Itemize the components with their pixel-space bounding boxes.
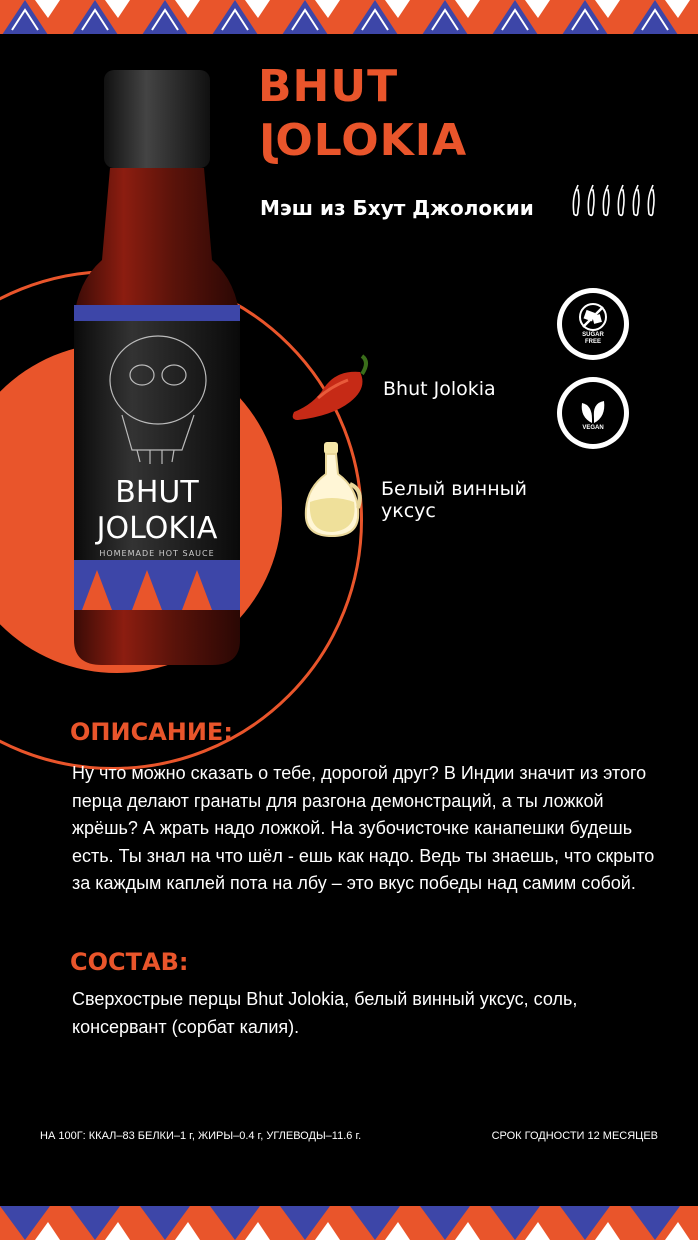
bottle-tagline: HOMEMADE HOT SAUCE: [99, 549, 215, 558]
vinegar-label-line2: уксус: [381, 500, 436, 522]
no-sugar-icon: [576, 302, 610, 332]
vegan-badge: [557, 377, 629, 449]
brand-title-line1: BHUT: [258, 61, 399, 112]
brand-title-flipped-letter: J: [258, 115, 276, 166]
sugar-free-text-line2: FREE: [584, 339, 601, 345]
bottom-pattern-band: [0, 1202, 698, 1240]
product-bottle: [62, 70, 252, 670]
heat-rating: [568, 184, 660, 220]
sugar-free-badge: [557, 288, 629, 360]
sugar-free-text-line1: SUGAR: [582, 332, 604, 338]
pepper-ingredient-label: Bhut Jolokia: [383, 378, 496, 400]
description-text: Ну что можно сказать о тебе, дорогой друг? В Индии значит из этого перца делают гранаты для разгона демонстраций, а ты ложкой жрёшь? А жрать надо ложкой. На зубочисточке канапешки будешь есть. Ты знал на что шёл - ешь как надо. Ведь ты знаешь, что скрыто за каждым каплей пота на лбу – это вкус победы над самим собой.: [72, 763, 655, 893]
product-subtitle: Мэш из Бхут Джолокии: [260, 196, 534, 220]
leaf-icon: [576, 395, 610, 425]
vinegar-ingredient-label: [381, 478, 527, 522]
description-title: ОПИСАНИЕ:: [70, 718, 233, 746]
bottle-brand-line2: JOLOKIA: [96, 511, 218, 546]
composition-text: Сверхострые перцы Bhut Jolokia, белый винный уксус, соль, консервант (сорбат калия).: [72, 989, 578, 1037]
vinegar-label-line1: Белый винный: [381, 478, 527, 500]
shelf-life: СРОК ГОДНОСТИ 12 МЕСЯЦЕВ: [491, 1130, 658, 1142]
brand-title-line2: OLOKIA: [275, 115, 468, 166]
brand-title: [258, 60, 467, 168]
chili-pepper-icons: [568, 184, 660, 220]
nutrition-info: НА 100Г: ККАЛ–83 БЕЛКИ–1 г, ЖИРЫ–0.4 г, УГЛЕВОДЫ–11.6 г.: [40, 1130, 362, 1142]
bottle-brand-line1: BHUT: [115, 475, 199, 510]
chili-pepper-icon: [288, 352, 372, 433]
vegan-text: VEGAN: [582, 424, 604, 431]
vinegar-cruet-icon: [302, 440, 364, 545]
composition-title: СОСТАВ:: [70, 948, 189, 976]
top-pattern-band: [0, 0, 698, 38]
